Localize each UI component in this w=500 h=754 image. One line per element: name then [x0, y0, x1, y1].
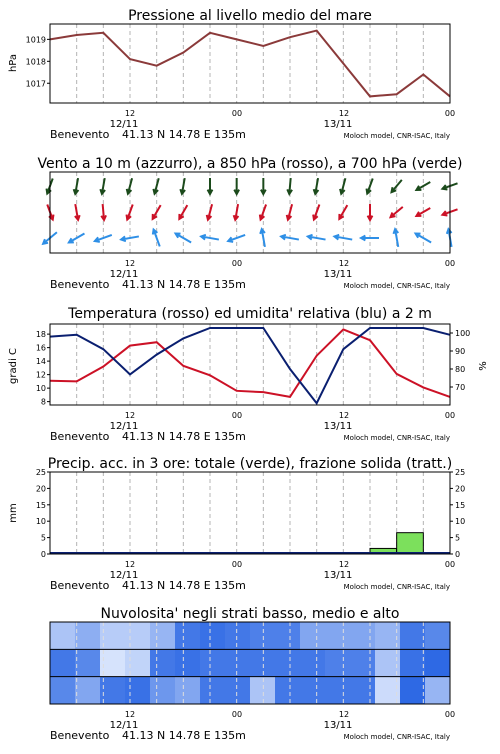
cloud-cell [125, 622, 151, 650]
date-label: 13/11 [323, 720, 353, 731]
y-tick-label: 10 [35, 517, 46, 527]
y-tick-label: 1019 [25, 35, 46, 45]
wind-arrow [180, 178, 185, 194]
cloud-cell [125, 649, 151, 677]
cloud-cell [50, 622, 76, 650]
pressure-ylabel: hPa [8, 53, 19, 73]
cloud-cell [50, 677, 76, 705]
y-tick-label: 18 [35, 330, 46, 340]
y-tick-label-right: 20 [455, 484, 466, 494]
y-tick-label-right: 70 [455, 383, 466, 392]
precip-bar [397, 533, 424, 554]
time-tick-label: 00 [444, 259, 456, 268]
cloud-cell [250, 649, 276, 677]
time-tick-label: 12 [338, 411, 350, 420]
wind-arrow [313, 204, 319, 219]
precip-title: Precip. acc. in 3 ore: totale (verde), frazione solida (tratt.) [47, 456, 453, 472]
precip-panel [8, 456, 465, 592]
model-credit: Moloch model, CNR-ISAC, Italy [343, 282, 450, 290]
cloud-cell [350, 649, 376, 677]
wind-arrow [368, 204, 373, 220]
cloud-cell [50, 649, 76, 677]
cloud-cell [200, 677, 226, 705]
model-credit: Moloch model, CNR-ISAC, Italy [343, 132, 450, 140]
time-tick-label: 12 [124, 411, 136, 420]
time-tick-label: 12 [338, 560, 350, 569]
time-tick-label: 00 [231, 710, 243, 719]
location-name: Benevento [50, 579, 110, 592]
model-credit: Moloch model, CNR-ISAC, Italy [343, 733, 450, 741]
y-tick-label-right: 15 [455, 500, 466, 510]
cloud-cell [125, 677, 151, 705]
cloud-cell [425, 649, 451, 677]
date-label: 13/11 [323, 570, 353, 581]
date-label: 13/11 [323, 269, 353, 280]
model-credit: Moloch model, CNR-ISAC, Italy [343, 434, 450, 442]
cloud-cell [225, 677, 251, 705]
pressure-line [50, 31, 450, 97]
cloud-title: Nuvolosita' negli strati basso, medio e alto [100, 606, 400, 622]
wind-arrow [447, 229, 452, 247]
y-tick-label: 15 [35, 500, 46, 510]
temperature-line [50, 329, 450, 397]
y-tick-label-right: 25 [455, 468, 466, 477]
y-tick-label: 16 [35, 343, 46, 353]
date-label: 12/11 [109, 570, 139, 581]
time-tick-label: 00 [444, 560, 456, 569]
date-label: 13/11 [323, 119, 353, 130]
wind-arrow [340, 178, 345, 193]
time-tick-label: 12 [338, 109, 350, 118]
time-tick-label: 00 [231, 109, 243, 118]
y-tick-label: 10 [35, 384, 46, 394]
date-label: 12/11 [109, 119, 139, 130]
cloud-cell [200, 622, 226, 650]
cloud-cell [275, 649, 301, 677]
wind-arrow [127, 178, 132, 193]
wind-arrow [207, 204, 212, 219]
y-tick-label: 14 [35, 357, 46, 367]
cloud-cell [250, 677, 276, 705]
wind-arrow [416, 234, 432, 243]
wind-arrow [260, 229, 265, 247]
time-tick-label: 12 [338, 710, 350, 719]
location-name: Benevento [50, 128, 110, 141]
y-tick-label-right: 10 [455, 517, 466, 527]
y-tick-label: 25 [35, 468, 46, 477]
time-tick-label: 00 [444, 710, 456, 719]
temperature-title: Temperatura (rosso) ed umidita' relativa (blu) a 2 m [68, 306, 432, 322]
pressure-title: Pressione al livello medio del mare [128, 8, 372, 24]
cloud-cell [425, 677, 451, 705]
precip-ylabel: mm [8, 503, 19, 523]
wind-arrow [261, 178, 266, 194]
time-tick-label: 00 [444, 411, 456, 420]
time-tick-label: 12 [124, 710, 136, 719]
cloud-cell [200, 649, 226, 677]
time-tick-label: 12 [124, 560, 136, 569]
cloud-cell [150, 622, 176, 650]
cloud-cell [400, 622, 426, 650]
cloud-cell [75, 677, 101, 705]
cloud-cell [75, 649, 101, 677]
cloud-cell [225, 622, 251, 650]
wind-title: Vento a 10 m (azzurro), a 850 hPa (rosso), a 700 hPa (verde) [37, 156, 463, 172]
wind-arrow [100, 178, 105, 194]
date-label: 12/11 [109, 421, 139, 432]
wind-arrow [153, 178, 158, 193]
wind-arrow [287, 204, 292, 219]
y-tick-label: 1017 [25, 79, 46, 89]
cloud-cell [150, 677, 176, 705]
location-coords: 41.13 N 14.78 E 135m [122, 729, 246, 742]
cloud-cell [275, 677, 301, 705]
wind-panel [37, 156, 462, 291]
y-tick-label-right: 90 [455, 347, 466, 356]
wind-arrow [127, 204, 133, 219]
temperature-panel [8, 306, 489, 443]
pressure-frame [50, 24, 450, 103]
cloud-panel [50, 606, 455, 742]
wind-arrow [234, 178, 239, 194]
time-tick-label: 00 [231, 411, 243, 420]
y-tick-label: 0 [40, 550, 46, 559]
location-coords: 41.13 N 14.78 E 135m [122, 128, 246, 141]
wind-arrow [121, 236, 139, 241]
wind-arrow [314, 178, 319, 194]
date-label: 12/11 [109, 720, 139, 731]
wind-arrow [101, 204, 106, 220]
location-coords: 41.13 N 14.78 E 135m [122, 430, 246, 443]
wind-arrow [287, 178, 292, 194]
date-label: 13/11 [323, 421, 353, 432]
cloud-cell [225, 649, 251, 677]
cloud-cell [300, 622, 326, 650]
cloud-cell [175, 622, 201, 650]
time-tick-label: 12 [124, 109, 136, 118]
y-tick-label: 8 [40, 397, 46, 407]
y-tick-label-right: 0 [455, 550, 461, 559]
y-tick-label: 1018 [25, 57, 46, 67]
wind-arrow [234, 204, 239, 220]
cloud-cell [325, 649, 351, 677]
cloud-cell [175, 677, 201, 705]
y-tick-label: 12 [35, 370, 46, 380]
location-name: Benevento [50, 729, 110, 742]
date-label: 12/11 [109, 269, 139, 280]
cloud-cell [150, 649, 176, 677]
y-tick-label-right: 80 [455, 365, 466, 374]
cloud-cell [300, 649, 326, 677]
wind-arrow [176, 234, 192, 243]
cloud-cell [250, 622, 276, 650]
y-tick-label: 5 [40, 533, 46, 543]
wind-frame [50, 172, 450, 253]
model-credit: Moloch model, CNR-ISAC, Italy [343, 583, 450, 591]
time-tick-label: 00 [231, 259, 243, 268]
cloud-cell [275, 622, 301, 650]
cloud-cell [350, 677, 376, 705]
wind-arrow [208, 178, 213, 194]
wind-arrow [260, 204, 266, 219]
cloud-cell [400, 649, 426, 677]
y-tick-label: 20 [35, 484, 46, 494]
time-tick-label: 00 [444, 109, 456, 118]
temperature-ylabel: gradi C [8, 348, 19, 384]
cloud-cell [325, 677, 351, 705]
cloud-cell [325, 622, 351, 650]
humidity-ylabel: % [478, 361, 489, 371]
pressure-panel [8, 8, 455, 141]
wind-arrow [75, 204, 80, 220]
wind-arrow [74, 178, 79, 194]
precip-frame [50, 472, 450, 554]
y-tick-label-right: 100 [455, 329, 471, 338]
location-name: Benevento [50, 430, 110, 443]
cloud-cell [350, 622, 376, 650]
time-tick-label: 00 [231, 560, 243, 569]
location-coords: 41.13 N 14.78 E 135m [122, 278, 246, 291]
location-name: Benevento [50, 278, 110, 291]
cloud-cell [75, 622, 101, 650]
y-tick-label-right: 5 [455, 533, 461, 543]
time-tick-label: 12 [338, 259, 350, 268]
wind-arrow [69, 234, 85, 243]
wind-arrow [394, 229, 399, 247]
location-coords: 41.13 N 14.78 E 135m [122, 579, 246, 592]
cloud-cell [400, 677, 426, 705]
cloud-cell [175, 649, 201, 677]
cloud-cell [300, 677, 326, 705]
cloud-cell [425, 622, 451, 650]
time-tick-label: 12 [124, 259, 136, 268]
